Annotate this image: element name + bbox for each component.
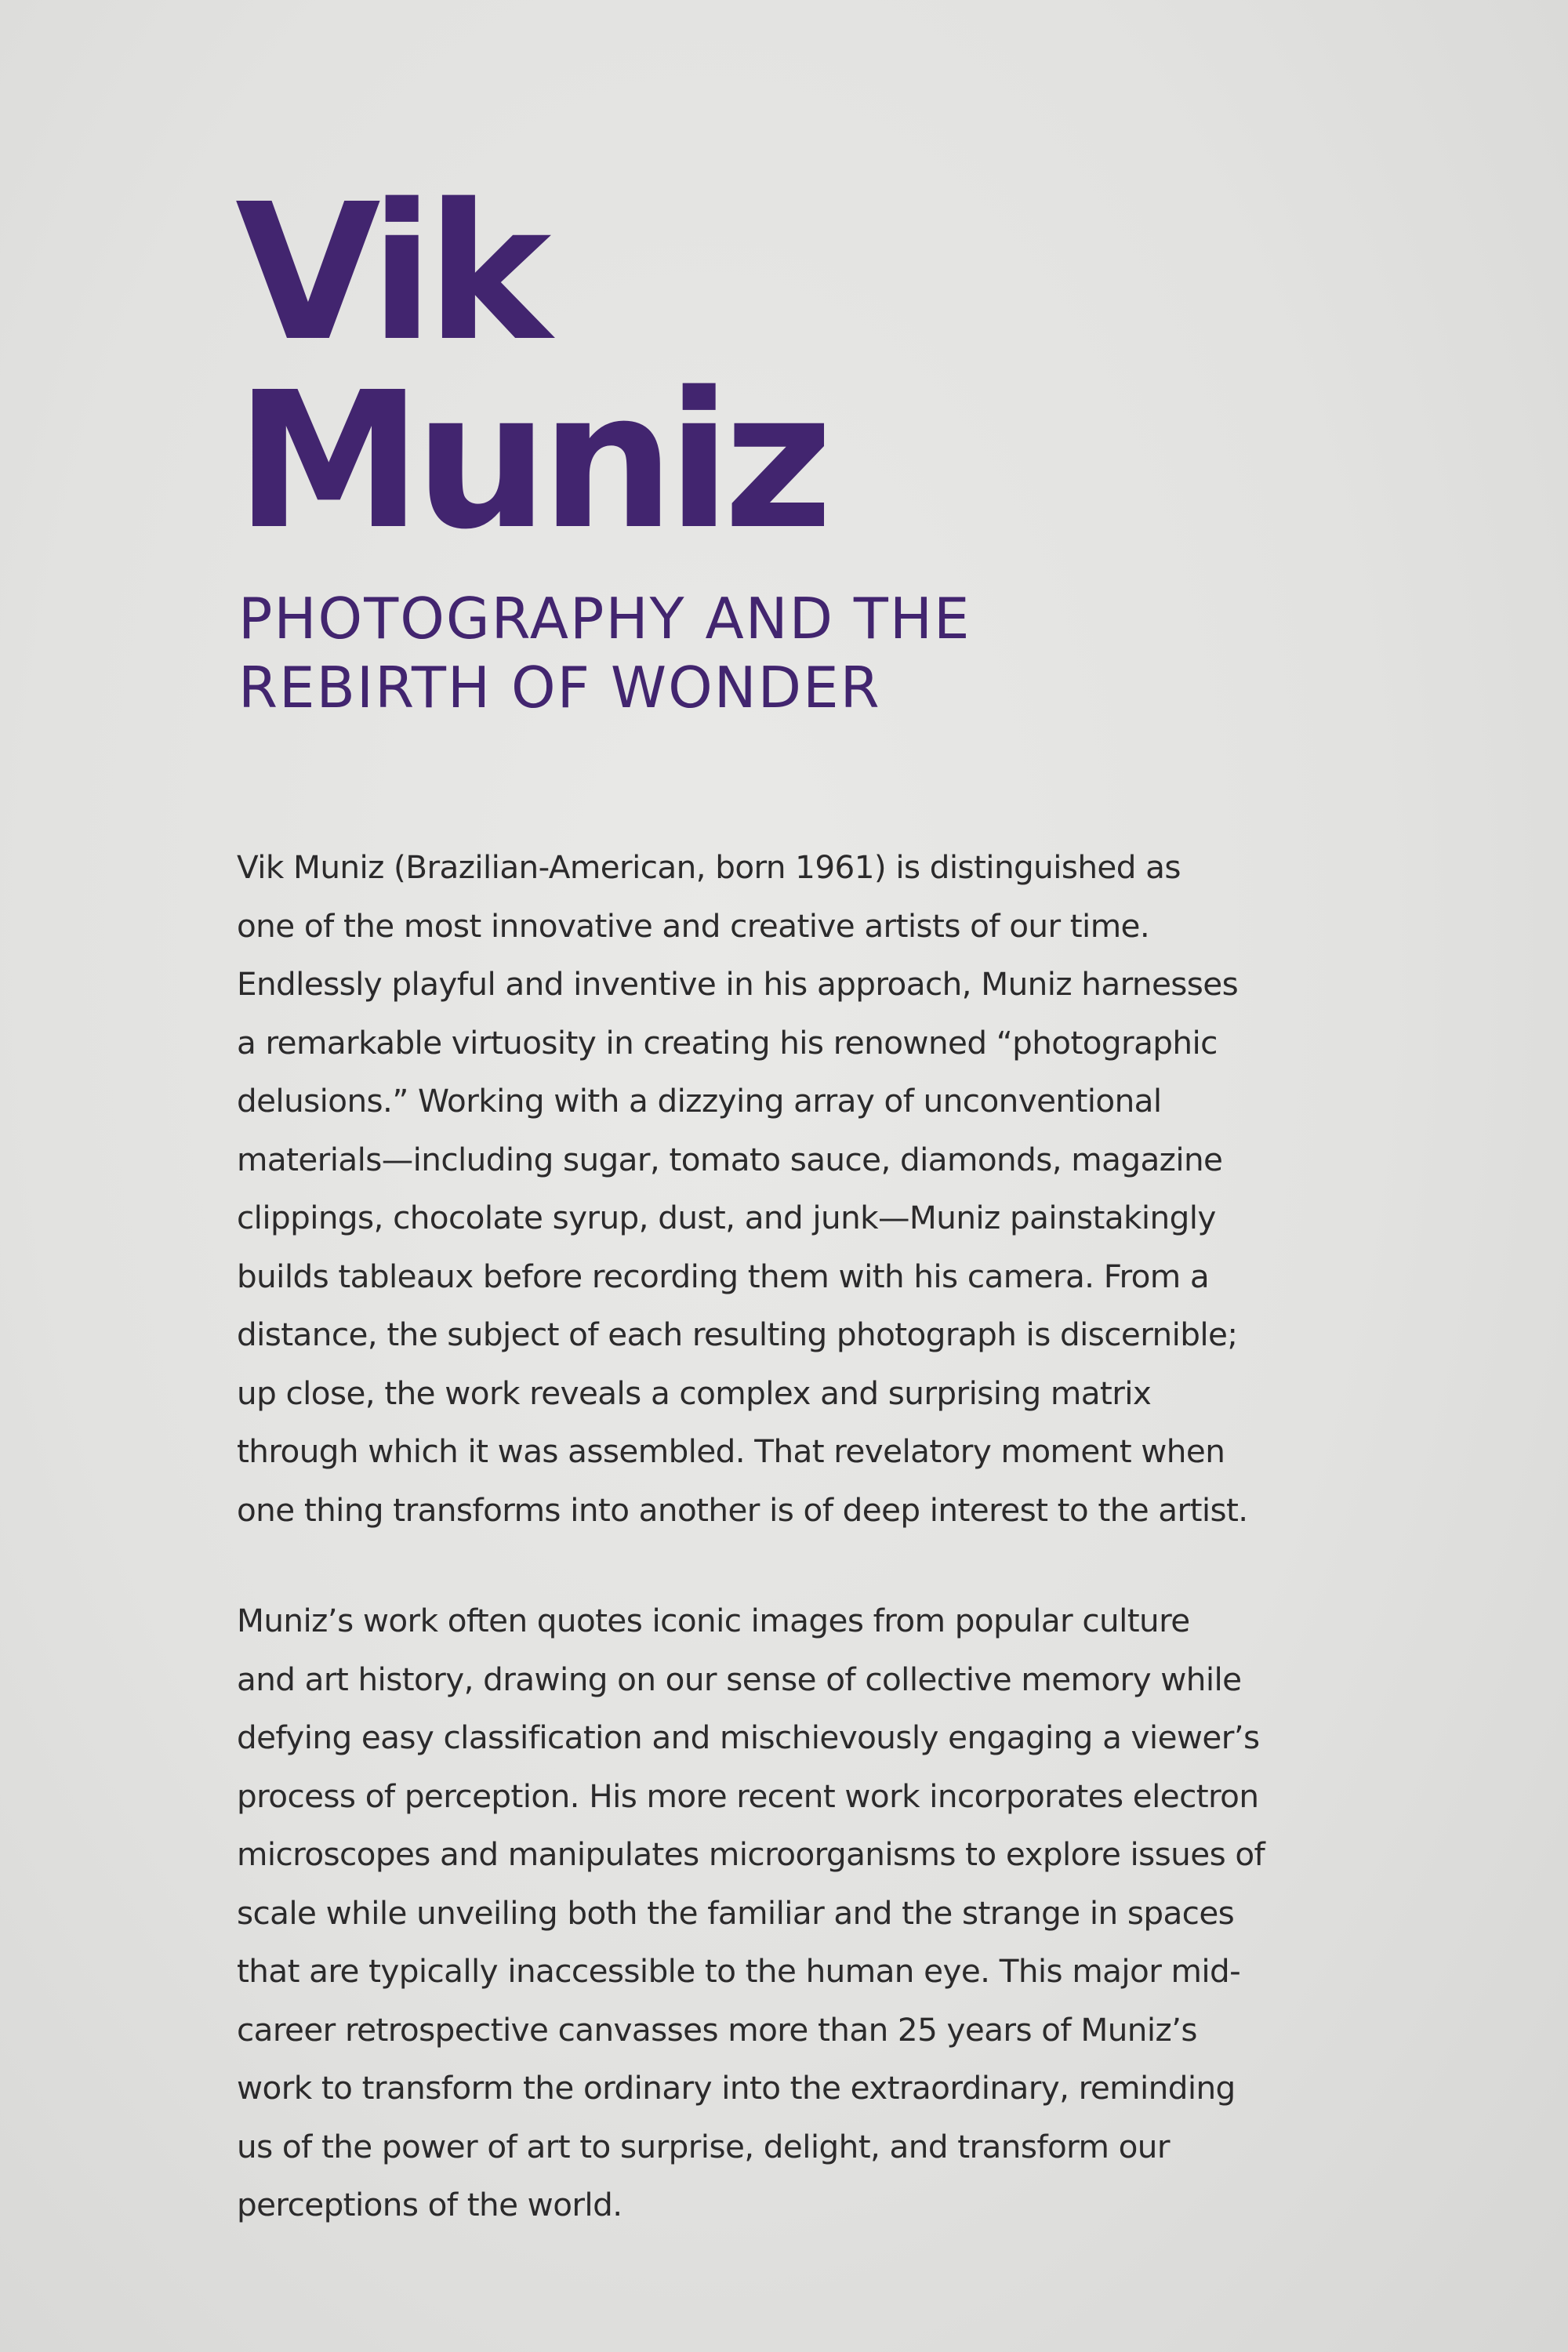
paragraph-line: work to transform the ordinary into the extraordinary, reminding [237, 2069, 1236, 2107]
paragraph-line: materials—including sugar, tomato sauce, diamonds, magazine [237, 1140, 1223, 1178]
title-last-name: Muniz [235, 351, 826, 571]
paragraph-line: a remarkable virtuosity in creating his renowned “photographic [237, 1023, 1218, 1062]
subtitle-line-2: REBIRTH OF WONDER [238, 655, 881, 720]
paragraph-line: Vik Muniz (Brazilian-American, born 1961) is distinguished as [237, 848, 1181, 886]
paragraph-line: through which it was assembled. That revelatory moment when [237, 1432, 1225, 1470]
subtitle-line-1: PHOTOGRAPHY AND THE [238, 586, 971, 652]
paragraph-line: scale while unveiling both the familiar and the strange in spaces [237, 1893, 1235, 1932]
title-first-name: Vik [235, 163, 544, 383]
paragraph-line: us of the power of art to surprise, delight, and transform our [237, 2127, 1170, 2165]
paragraph-line: career retrospective canvasses more than 25 years of Muniz’s [237, 2010, 1197, 2049]
paragraph-line: Endlessly playful and inventive in his approach, Muniz harnesses [237, 965, 1239, 1003]
paragraph-line: builds tableaux before recording them with his camera. From a [237, 1257, 1210, 1295]
paragraph-line: clippings, chocolate syrup, dust, and junk—Muniz painstakingly [237, 1199, 1216, 1236]
paragraph-line: Muniz’s work often quotes iconic images from popular culture [237, 1602, 1190, 1639]
paragraph-line: up close, the work reveals a complex and surprising matrix [237, 1374, 1152, 1412]
retrospective-paragraph [237, 1592, 1397, 2234]
paragraph-line: perceptions of the world. [237, 2186, 622, 2223]
paragraph-line: one of the most innovative and creative artists of our time. [237, 906, 1150, 945]
paragraph-line: and art history, drawing on our sense of collective memory while [237, 1660, 1242, 1698]
paragraph-line: that are typically inaccessible to the human eye. This major mid- [237, 1952, 1241, 1990]
paragraph-line: microscopes and manipulates microorganisms to explore issues of [237, 1835, 1265, 1873]
paragraph-line: process of perception. His more recent work incorporates electron [237, 1777, 1259, 1815]
paragraph-line: defying easy classification and mischievously engaging a viewer’s [237, 1719, 1260, 1756]
paragraph-line: delusions.” Working with a dizzying array of unconventional [237, 1082, 1162, 1120]
paragraph-line: distance, the subject of each resulting photograph is discernible; [237, 1316, 1238, 1353]
intro-paragraph [237, 838, 1397, 1539]
paragraph-line: one thing transforms into another is of deep interest to the artist. [237, 1490, 1248, 1529]
